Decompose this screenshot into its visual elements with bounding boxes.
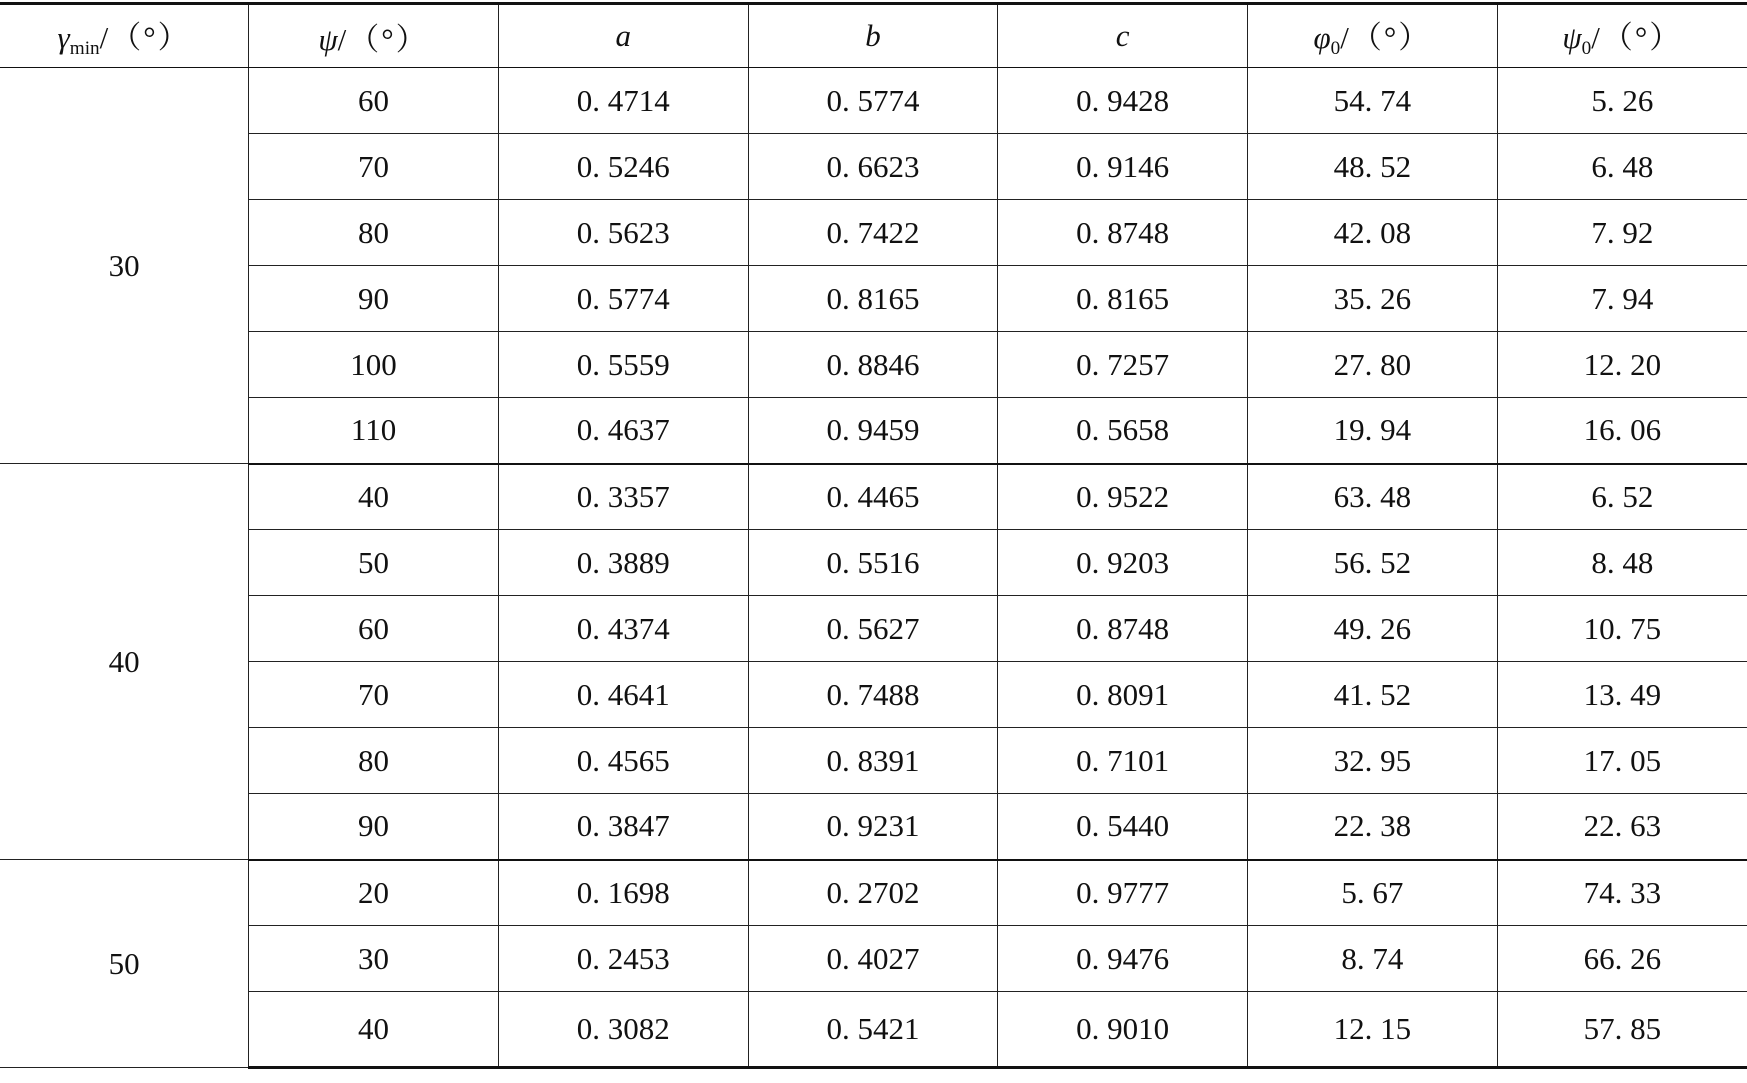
c-cell: 0. 9476 <box>998 926 1248 992</box>
c-cell: 0. 5658 <box>998 398 1248 464</box>
a-cell: 0. 3357 <box>498 464 748 530</box>
header-row <box>0 4 1747 68</box>
a-cell: 0. 4714 <box>498 68 748 134</box>
b-cell: 0. 4027 <box>748 926 998 992</box>
psi-cell: 90 <box>249 266 499 332</box>
table-row <box>0 992 1747 1068</box>
header-psi0: $\psi_0/(^\circ)$ <box>1497 4 1747 68</box>
a-cell: 0. 4637 <box>498 398 748 464</box>
psi0-cell: 5. 26 <box>1497 68 1747 134</box>
table-row <box>0 464 1747 530</box>
b-cell: 0. 5627 <box>748 596 998 662</box>
psi-cell: 70 <box>249 134 499 200</box>
a-cell: 0. 4641 <box>498 662 748 728</box>
table-row <box>0 530 1747 596</box>
psi-cell: 80 <box>249 728 499 794</box>
table-row <box>0 728 1747 794</box>
psi-cell: 100 <box>249 332 499 398</box>
c-cell: 0. 9010 <box>998 992 1248 1068</box>
psi0-cell: 6. 48 <box>1497 134 1747 200</box>
a-cell: 0. 4565 <box>498 728 748 794</box>
b-cell: 0. 9231 <box>748 794 998 860</box>
phi0-cell: 54. 74 <box>1248 68 1498 134</box>
phi0-cell: 8. 74 <box>1248 926 1498 992</box>
b-cell: 0. 9459 <box>748 398 998 464</box>
c-cell: 0. 7101 <box>998 728 1248 794</box>
phi0-cell: 27. 80 <box>1248 332 1498 398</box>
psi0-cell: 6. 52 <box>1497 464 1747 530</box>
gamma-min-cell: 50 <box>0 860 249 1068</box>
psi-cell: 20 <box>249 860 499 926</box>
phi0-cell: 19. 94 <box>1248 398 1498 464</box>
psi0-cell: 8. 48 <box>1497 530 1747 596</box>
b-cell: 0. 7422 <box>748 200 998 266</box>
table-row <box>0 332 1747 398</box>
c-cell: 0. 9146 <box>998 134 1248 200</box>
b-cell: 0. 5421 <box>748 992 998 1068</box>
psi0-cell: 22. 63 <box>1497 794 1747 860</box>
a-cell: 0. 3082 <box>498 992 748 1068</box>
psi0-cell: 57. 85 <box>1497 992 1747 1068</box>
table-body <box>0 68 1747 1068</box>
header-psi: ψ/（°） <box>249 4 499 68</box>
phi0-cell: 22. 38 <box>1248 794 1498 860</box>
header-c: c <box>998 4 1248 68</box>
b-cell: 0. 8846 <box>748 332 998 398</box>
a-cell: 0. 4374 <box>498 596 748 662</box>
phi0-cell: 41. 52 <box>1248 662 1498 728</box>
table-row <box>0 266 1747 332</box>
psi0-cell: 10. 75 <box>1497 596 1747 662</box>
c-cell: 0. 8091 <box>998 662 1248 728</box>
phi0-cell: 5. 67 <box>1248 860 1498 926</box>
psi0-cell: 7. 94 <box>1497 266 1747 332</box>
table-row <box>0 134 1747 200</box>
a-cell: 0. 5559 <box>498 332 748 398</box>
psi-cell: 60 <box>249 596 499 662</box>
phi0-cell: 49. 26 <box>1248 596 1498 662</box>
phi0-cell: 35. 26 <box>1248 266 1498 332</box>
b-cell: 0. 5516 <box>748 530 998 596</box>
psi0-cell: 74. 33 <box>1497 860 1747 926</box>
phi0-cell: 32. 95 <box>1248 728 1498 794</box>
c-cell: 0. 9522 <box>998 464 1248 530</box>
c-cell: 0. 7257 <box>998 332 1248 398</box>
b-cell: 0. 5774 <box>748 68 998 134</box>
table-row <box>0 200 1747 266</box>
a-cell: 0. 2453 <box>498 926 748 992</box>
psi0-cell: 17. 05 <box>1497 728 1747 794</box>
table-row <box>0 68 1747 134</box>
gamma-min-cell: 40 <box>0 464 249 860</box>
header-gamma-min: $\gamma_{min}/(^\circ)$ <box>0 4 249 68</box>
psi-cell: 70 <box>249 662 499 728</box>
psi-cell: 30 <box>249 926 499 992</box>
psi-cell: 60 <box>249 68 499 134</box>
header-phi0: $\varphi_0/(^\circ)$ <box>1248 4 1498 68</box>
psi0-cell: 66. 26 <box>1497 926 1747 992</box>
a-cell: 0. 3847 <box>498 794 748 860</box>
a-cell: 0. 5774 <box>498 266 748 332</box>
c-cell: 0. 8165 <box>998 266 1248 332</box>
b-cell: 0. 8165 <box>748 266 998 332</box>
a-cell: 0. 1698 <box>498 860 748 926</box>
table-row <box>0 596 1747 662</box>
table-row <box>0 662 1747 728</box>
c-cell: 0. 9777 <box>998 860 1248 926</box>
b-cell: 0. 4465 <box>748 464 998 530</box>
table-row <box>0 398 1747 464</box>
header-b: b <box>748 4 998 68</box>
c-cell: 0. 9203 <box>998 530 1248 596</box>
c-cell: 0. 8748 <box>998 200 1248 266</box>
psi-cell: 110 <box>249 398 499 464</box>
b-cell: 0. 7488 <box>748 662 998 728</box>
psi0-cell: 7. 92 <box>1497 200 1747 266</box>
gamma-min-cell: 30 <box>0 68 249 464</box>
data-table <box>0 2 1747 1069</box>
psi-cell: 80 <box>249 200 499 266</box>
a-cell: 0. 5246 <box>498 134 748 200</box>
phi0-cell: 42. 08 <box>1248 200 1498 266</box>
psi-cell: 50 <box>249 530 499 596</box>
b-cell: 0. 6623 <box>748 134 998 200</box>
header-a: a <box>498 4 748 68</box>
c-cell: 0. 8748 <box>998 596 1248 662</box>
a-cell: 0. 5623 <box>498 200 748 266</box>
psi-cell: 40 <box>249 992 499 1068</box>
psi0-cell: 12. 20 <box>1497 332 1747 398</box>
psi-cell: 90 <box>249 794 499 860</box>
phi0-cell: 63. 48 <box>1248 464 1498 530</box>
c-cell: 0. 9428 <box>998 68 1248 134</box>
phi0-cell: 48. 52 <box>1248 134 1498 200</box>
psi0-cell: 13. 49 <box>1497 662 1747 728</box>
b-cell: 0. 2702 <box>748 860 998 926</box>
b-cell: 0. 8391 <box>748 728 998 794</box>
psi-cell: 40 <box>249 464 499 530</box>
table-row <box>0 860 1747 926</box>
a-cell: 0. 3889 <box>498 530 748 596</box>
phi0-cell: 12. 15 <box>1248 992 1498 1068</box>
table-row <box>0 926 1747 992</box>
table-row <box>0 794 1747 860</box>
psi0-cell: 16. 06 <box>1497 398 1747 464</box>
c-cell: 0. 5440 <box>998 794 1248 860</box>
phi0-cell: 56. 52 <box>1248 530 1498 596</box>
